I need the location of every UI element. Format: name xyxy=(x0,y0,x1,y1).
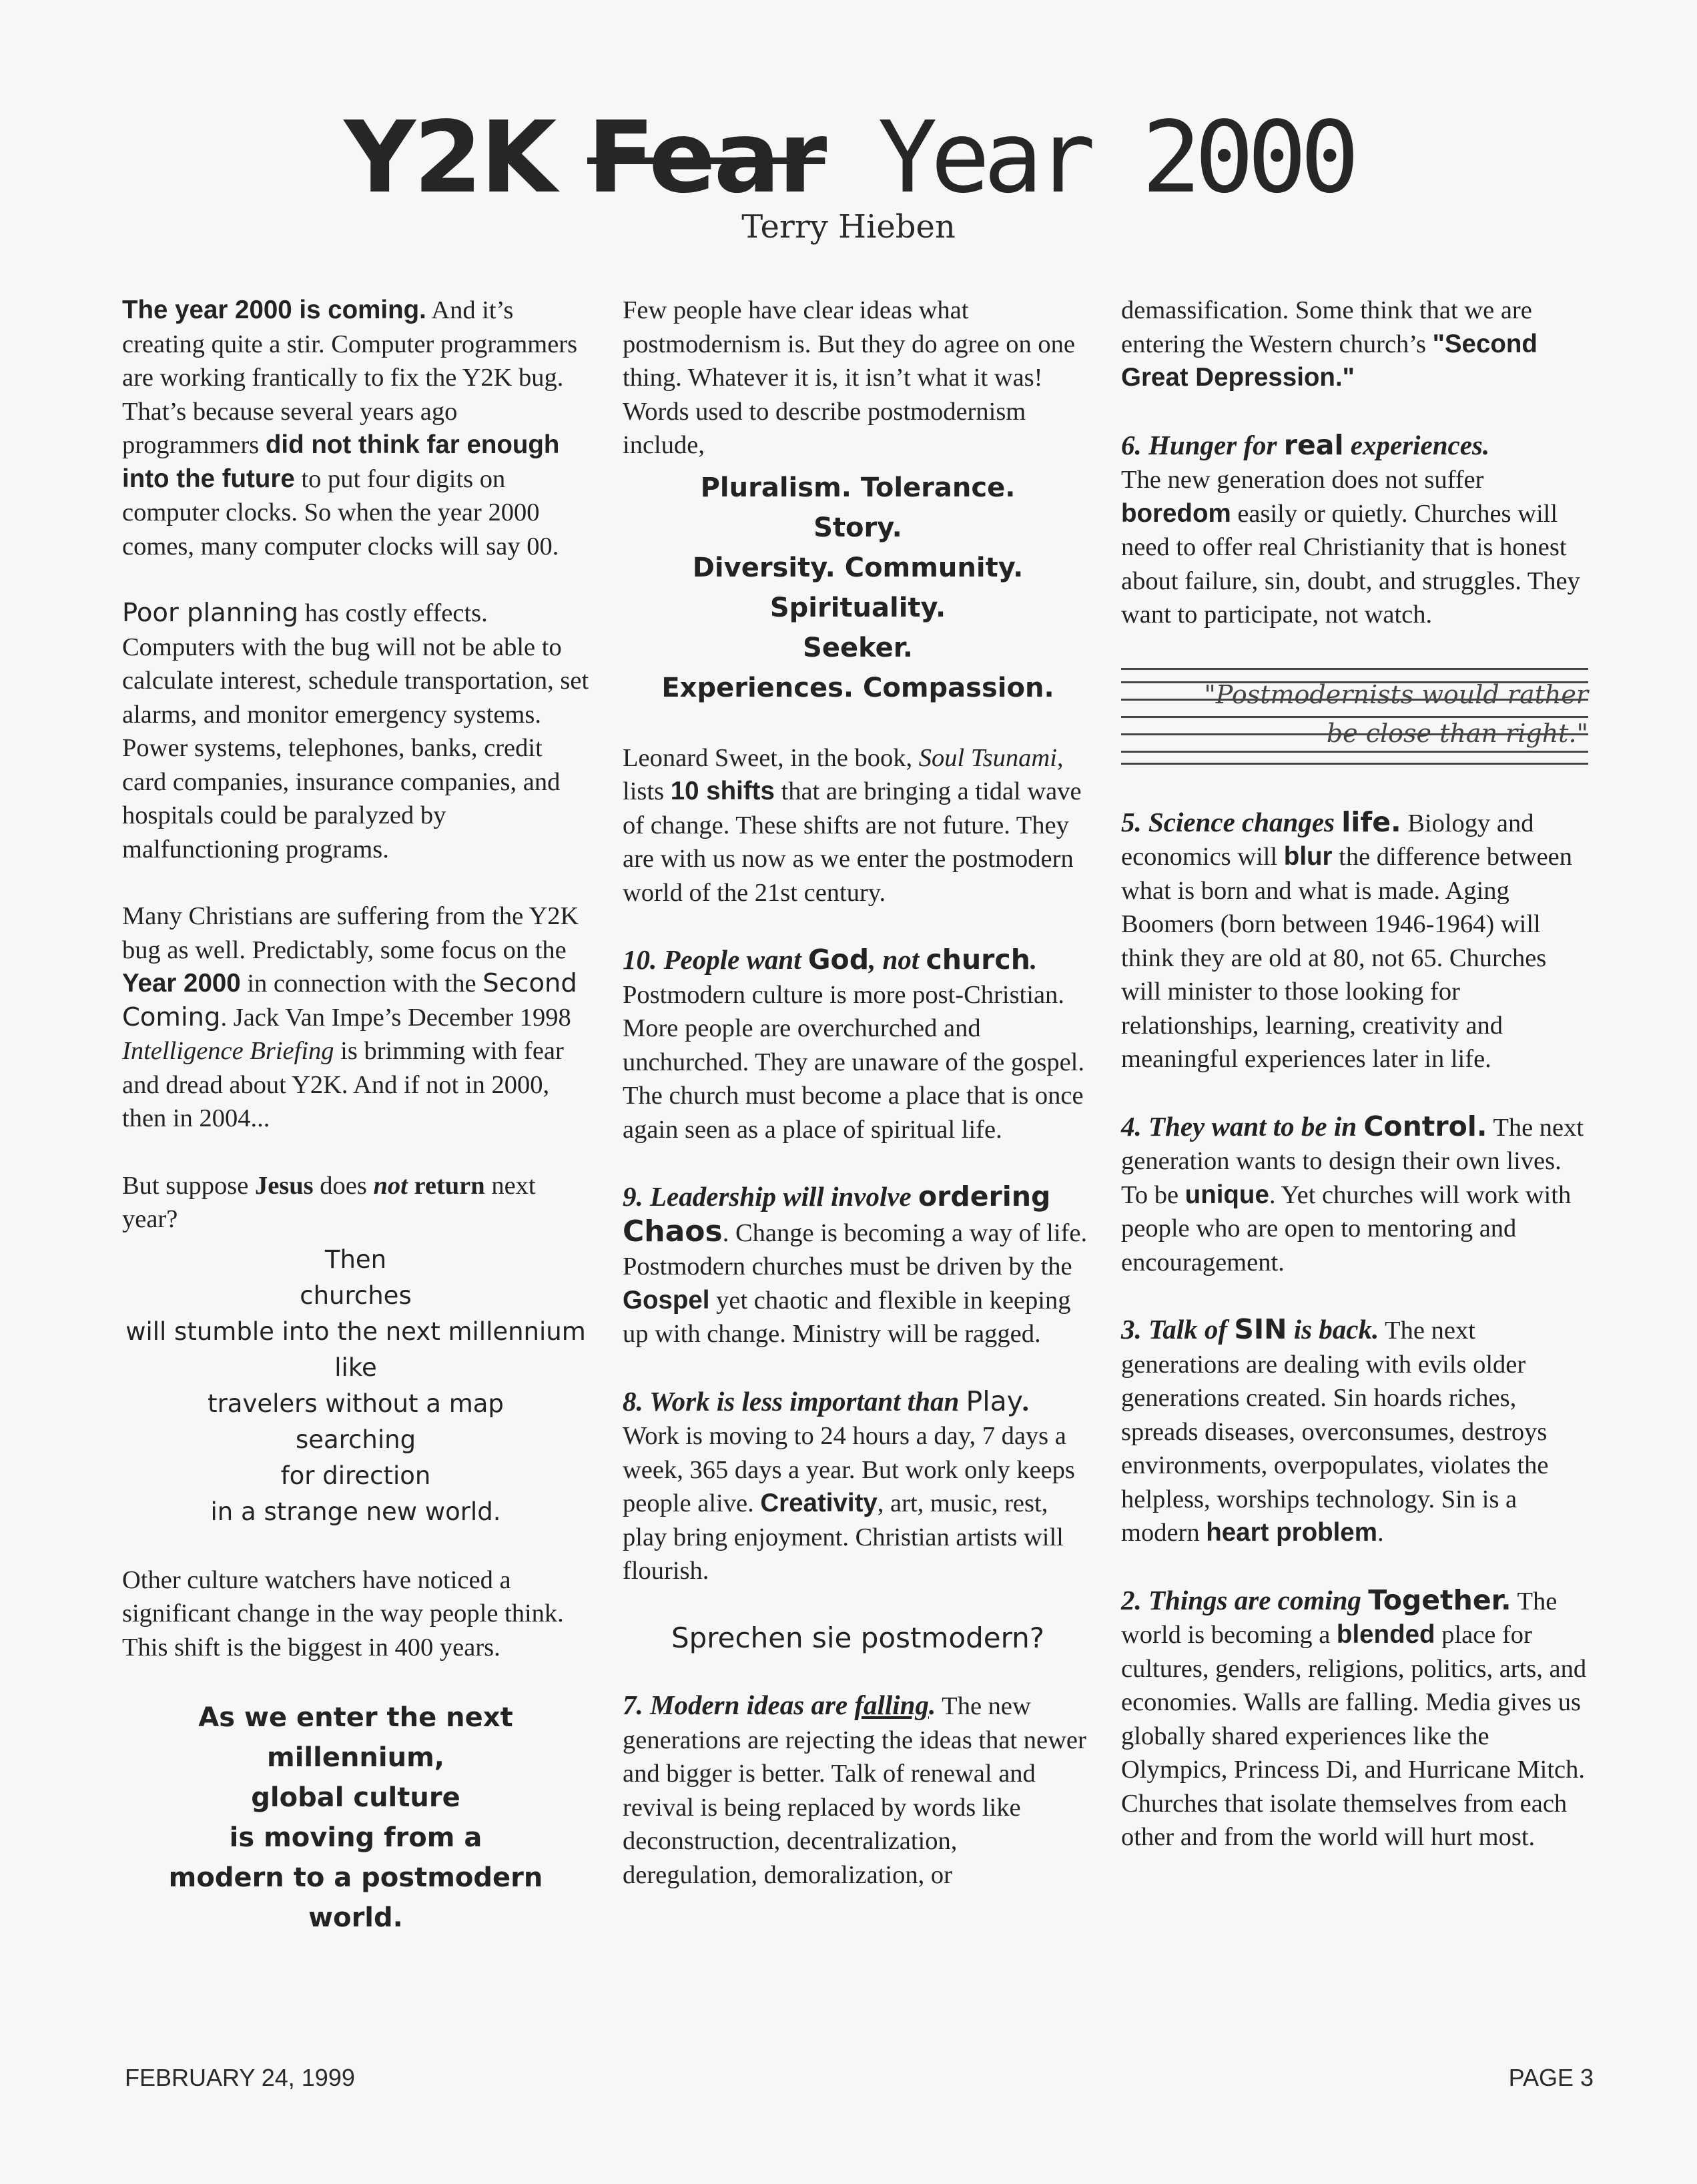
book-title: Soul Tsunami, xyxy=(918,743,1064,772)
paragraph xyxy=(122,597,589,866)
text: . Change is becoming a way of life. Postmodern churches must be driven by the xyxy=(623,1218,1088,1281)
author-byline: Terry Hieben xyxy=(741,208,956,246)
poem-line: modern to a postmodern world. xyxy=(168,1862,543,1933)
poem-line: churches xyxy=(300,1281,412,1310)
text: The new generations are rejecting the ideas that newer and bigger is better. Talk of renewal and revival is being replaced by words like deconstruction, decentralization, deregulation, demoralization, or xyxy=(623,1692,1086,1889)
ransom-word: unique xyxy=(1184,1180,1269,1209)
text: in connection with the xyxy=(240,970,483,998)
paragraph: Other culture watchers have noticed a significant change in the way people think. This shift is the biggest in 400 years. xyxy=(122,1565,564,1662)
shift-heading: 4. They want to be in Control. xyxy=(1121,1110,1487,1142)
column-1 xyxy=(122,294,589,1971)
shift-heading: 8. Work is less important than Play. xyxy=(623,1385,1030,1417)
shift-heading: 3. Talk of SIN is back. xyxy=(1121,1313,1379,1345)
text: the difference between what is born and what is made. Aging Boomers (born between 1946-1964) will think they are old at 80, not 65. Churches will minister to those looking for relationships, learning, creativity and meaningful experiences later in life. xyxy=(1121,843,1573,1073)
shift-9 xyxy=(623,1180,1093,1351)
ransom-phrase: Second Coming xyxy=(122,968,577,1032)
shift-3 xyxy=(1121,1313,1588,1550)
footer-date: FEBRUARY 24, 1999 xyxy=(125,2064,355,2091)
text: But suppose xyxy=(122,1171,255,1200)
ransom-phrase: did not think far enough into the future xyxy=(122,430,560,493)
ransom-word: Chaos xyxy=(623,1214,723,1248)
shift-heading: 9. Leadership will involve ordering xyxy=(623,1180,1051,1212)
ransom-phrase: heart problem xyxy=(1206,1518,1377,1547)
poem-line: for direction xyxy=(280,1461,431,1490)
poem-line: Then xyxy=(324,1244,387,1274)
text: demassification. Some think that we are entering the Western church’s xyxy=(1121,296,1532,358)
paragraph xyxy=(1121,294,1588,395)
paragraph: Few people have clear ideas what postmodernism is. But they do agree on one thing. Whatever it is, it isn’t what it was! Words used to describe postmodernism include, xyxy=(623,296,1075,459)
shift-heading: 5. Science changes life. xyxy=(1121,805,1401,838)
shift-10 xyxy=(623,943,1093,1146)
ransom-word: blur xyxy=(1283,842,1333,871)
paragraph xyxy=(122,294,589,563)
word-line: Spirituality. xyxy=(769,592,946,623)
text: . xyxy=(1377,1519,1384,1547)
shift-8 xyxy=(623,1385,1093,1588)
poem-line: travelers without a map xyxy=(208,1389,504,1418)
word-line: Experiences. Compassion. xyxy=(661,672,1054,703)
column-3 xyxy=(1121,294,1588,1888)
poem-line: As we enter the next millennium, xyxy=(198,1702,513,1773)
shift-5 xyxy=(1121,805,1588,1076)
poem-line: like xyxy=(334,1353,377,1382)
ransom-word: Gospel xyxy=(623,1285,710,1315)
word-line: Seeker. xyxy=(803,632,913,663)
title-part2: Year 2000 xyxy=(825,100,1353,215)
poem-line: in a strange new world. xyxy=(210,1497,501,1526)
bold-word: return xyxy=(407,1171,485,1200)
pull-quote xyxy=(1121,665,1588,765)
title-part1: Y2K xyxy=(344,100,587,215)
ransom-lead: Poor planning xyxy=(122,598,299,628)
text: easily or quietly. Churches will need to offer real Christianity that is honest about failure, sin, doubt, and struggles. They want to participate, not watch. xyxy=(1121,499,1580,629)
ransom-word: Creativity xyxy=(760,1489,878,1517)
shift-heading: 7. Modern ideas are falling. xyxy=(623,1690,936,1720)
ransom-word: boredom xyxy=(1121,498,1231,528)
paragraph xyxy=(122,1169,589,1236)
text: The next generation wants to design their own lives. To be xyxy=(1121,1113,1584,1209)
poem-line: is moving from a xyxy=(229,1822,482,1853)
text: . Yet churches will work with people who are open to mentoring and encouragement. xyxy=(1121,1180,1572,1277)
ransom-poem-2 xyxy=(122,1698,589,1938)
shift-heading: 6. Hunger for real experiences. xyxy=(1121,428,1490,461)
word-line: Story. xyxy=(813,512,902,543)
ransom-phrase: 10 shifts xyxy=(670,777,775,805)
sprechen-callout: Sprechen sie postmodern? xyxy=(671,1621,1045,1654)
word-line: Diversity. Community. xyxy=(692,552,1024,583)
poem-line: searching xyxy=(295,1425,416,1454)
text: The world is becoming a xyxy=(1121,1587,1558,1649)
ransom-poem xyxy=(122,1242,589,1530)
ransom-lead: The year 2000 is coming. xyxy=(122,296,426,324)
poem-line: global culture xyxy=(251,1782,460,1813)
column-2 xyxy=(623,294,1093,1925)
text: then in 2004... xyxy=(122,1104,270,1132)
ransom-phrase: "Second Great Depression." xyxy=(1121,329,1538,392)
shift-4 xyxy=(1121,1110,1588,1280)
shift-heading: 2. Things are coming Together. xyxy=(1121,1583,1511,1616)
text: that are bringing a tidal wave of change. These shifts are not future. They are with us now as we enter the postmodern world of the 21st century. xyxy=(623,777,1082,907)
ransom-word: blended xyxy=(1336,1620,1435,1649)
shift-heading: 10. People want God, not church. xyxy=(623,944,1038,976)
text: to put four digits on computer clocks. So when the year 2000 comes, many computer clocks will say 00. xyxy=(122,464,559,561)
text: next year? xyxy=(122,1171,536,1233)
text: Postmodern culture is more post-Christian. More people are overchurched and unchurched. They are unaware of the gospel. The church must become a place that is once again seen as a place of spiritual life. xyxy=(623,980,1085,1144)
shift-2 xyxy=(1121,1583,1588,1854)
text: And it’s creating quite a stir. Computer programmers are working frantically to fix the Y2K bug. That’s because several years ago programmers xyxy=(122,296,578,459)
shift-7 xyxy=(623,1688,1093,1892)
paragraph xyxy=(122,899,589,1136)
title-struck-word: Fear xyxy=(587,100,825,215)
text: has costly effects. Computers with the bug will not be able to calculate interest, schedule transportation, set alarms, and monitor emergency systems. Power systems, telephones, banks, credit card companies, insurance companies, and hospitals could be paralyzed by malfunctioning programs. xyxy=(122,599,589,863)
shift-6 xyxy=(1121,428,1588,632)
ransom-phrase: Year 2000 xyxy=(122,969,241,998)
text: place for cultures, genders, religions, politics, arts, and economies. Walls are falling. Media gives us globally shared experiences like the Olympics, Princess Di, and Hurricane Mitch. Churches that isolate themselves from each other and from the world will hurt most. xyxy=(1121,1621,1587,1851)
text: Many Christians are suffering from the Y2K bug as well. Predictably, some focus on the xyxy=(122,902,579,964)
pull-quote-text: "Postmodernists would rather be close than right." xyxy=(1204,679,1588,748)
bold-word: Jesus xyxy=(254,1171,314,1200)
text: , art, music, rest, play bring enjoyment. Christian artists will flourish. xyxy=(623,1489,1064,1585)
bold-italic-word: not xyxy=(373,1171,408,1200)
poem-line: will stumble into the next millennium xyxy=(125,1317,586,1346)
text: Biology and economics will xyxy=(1121,809,1534,871)
text: The next generations are dealing with evils older generations created. Sin hoards riches, spreads diseases, overconsumes, destroys environments, overpopulates, violates the helpless, worships technology. Sin is a modern xyxy=(1121,1317,1549,1547)
word-line: Pluralism. Tolerance. xyxy=(700,472,1016,503)
article-title xyxy=(0,100,1697,215)
postmodern-words-list xyxy=(623,468,1093,708)
text: lists xyxy=(623,777,671,805)
text: is brimming with fear and dread about Y2K. And if not in 2000, xyxy=(122,1037,564,1099)
text: yet chaotic and flexible in keeping up with change. Ministry will be ragged. xyxy=(623,1286,1071,1348)
footer-page-number: PAGE 3 xyxy=(1508,2064,1594,2091)
text: Work is moving to 24 hours a day, 7 days a week, 365 days a year. But work only keeps people alive. xyxy=(623,1422,1075,1517)
text: . Jack Van Impe’s December 1998 xyxy=(220,1003,571,1032)
text: Leonard Sweet, in the book, xyxy=(623,743,919,772)
text: The new generation does not suffer xyxy=(1121,466,1484,494)
paragraph xyxy=(623,741,1093,910)
publication-title: Intelligence Briefing xyxy=(122,1037,334,1065)
text: does xyxy=(313,1171,374,1200)
